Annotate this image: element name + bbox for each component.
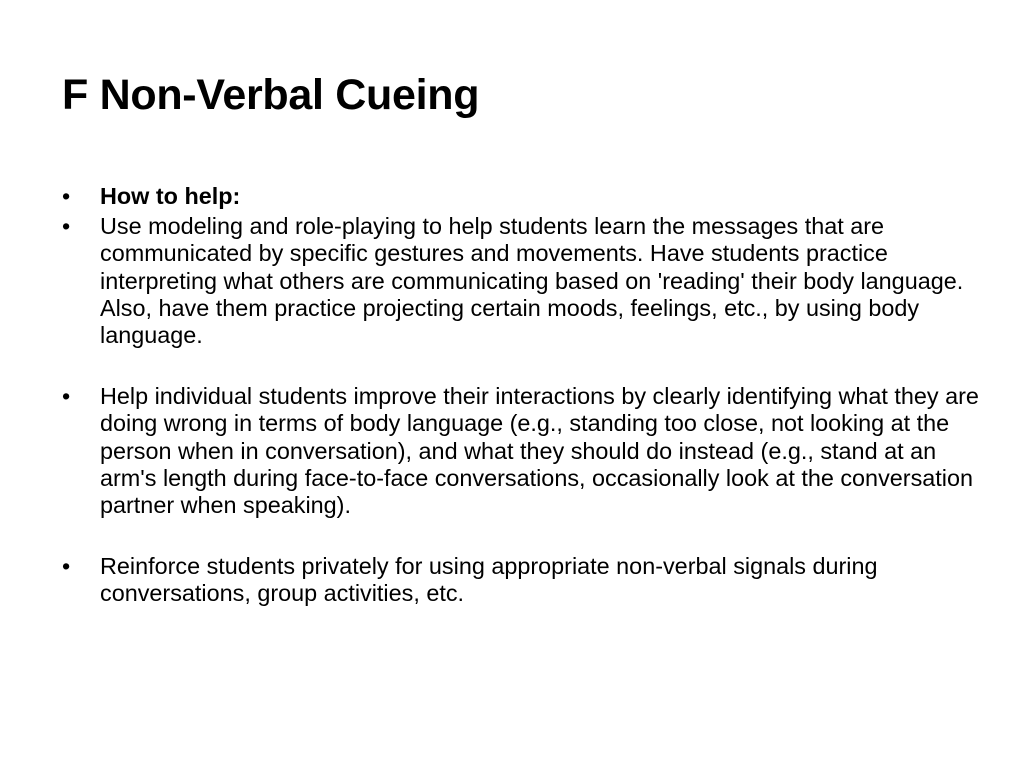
bullet-dot-icon: •: [62, 553, 71, 580]
bullet-item-how-to-help: [62, 183, 982, 210]
bullet-text: Help individual students improve their interactions by clearly identifying what they are doing wrong in terms of body language (e.g., standing too close, not looking at the person when in conversation), and what they should do instead (e.g., stand at an arm's length during face-to-face conversations, occasionally look at the conversation partner when speaking).: [100, 383, 979, 519]
bullet-dot-icon: •: [62, 383, 71, 410]
bullet-list: [62, 183, 982, 608]
bullet-item-modeling: [62, 213, 982, 349]
bullet-dot-icon: •: [62, 213, 71, 240]
bullet-dot-icon: •: [62, 183, 71, 209]
bullet-text: How to help:: [100, 183, 241, 209]
bullet-text: Use modeling and role-playing to help students learn the messages that are communicated by specific gestures and movements. Have students practice interpreting what others are communicating based on 'reading' their body language. Also, have them practice projecting certain moods, feelings, etc., by using body language.: [100, 213, 964, 349]
bullet-text: Reinforce students privately for using appropriate non-verbal signals during conversations, group activities, etc.: [100, 553, 878, 607]
bullet-item-reinforce: [62, 553, 982, 607]
bullet-item-individual-students: [62, 383, 982, 519]
slide-title: F Non-Verbal Cueing: [62, 71, 480, 119]
